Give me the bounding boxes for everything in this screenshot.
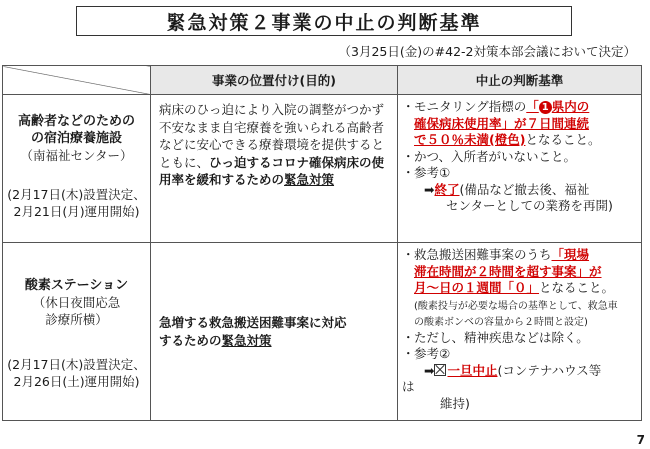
purpose-bold: 急増する救急搬送困難事案に対応	[159, 315, 347, 330]
result-text-3: 維持)	[440, 395, 470, 411]
list-item: ・ モニタリング指標の「 1 県内の 確保病床使用率」が７日間連続 で５０％未満(橙色)となること。	[402, 99, 601, 147]
subtitle: （3月25日(金)の#42-2対策本部会議において決定）	[338, 44, 636, 59]
criteria-note: (酸素投与が必要な場合の基準として、救急車	[414, 300, 618, 312]
criteria-red-2: 確保病床使用率」が７日間連続	[414, 115, 590, 131]
checkbox-x-icon	[434, 364, 446, 376]
reference-label: 参考①	[414, 165, 451, 180]
criteria-red-2: 滞在時間が２時間を超す事案」が	[414, 263, 602, 279]
criteria-note-2: の酸素ボンベの容量から２時間と設定)	[414, 317, 588, 328]
criteria-red: 「現場	[551, 247, 590, 262]
purpose-text: 病床のひっ迫により入院の調整がつかず不安なまま自宅療養を強いられる高齢者などに安心できる療養環境を提供するとともに、	[159, 102, 385, 170]
result-continuation-2	[402, 396, 637, 413]
purpose-emergency: 緊急対策	[221, 332, 272, 348]
list-item: ・ 参考②	[402, 346, 451, 361]
reference-result	[402, 363, 637, 380]
result-text-2: は	[402, 379, 415, 394]
purpose-emergency: 緊急対策	[284, 172, 335, 187]
page-number: 7	[636, 433, 645, 447]
list-item: ・ ただし、精神疾患などは除く。	[402, 329, 589, 345]
facility-name: 酸素ステーション	[24, 278, 129, 293]
reference-label: 参考②	[414, 346, 451, 361]
criteria-red-open: 「	[526, 99, 539, 114]
purpose-cell	[151, 95, 398, 243]
criteria-red: 県内の	[551, 99, 590, 114]
criteria-text-2: となること。	[525, 132, 601, 147]
result-text-2: センターとしての業務を再開)	[446, 198, 613, 213]
criteria-cell	[398, 95, 642, 243]
purpose-bold-2: するための	[159, 332, 222, 348]
result-text: (コンテナハウス等	[497, 362, 602, 378]
corner-cell	[3, 66, 151, 95]
number-1-icon: 1	[539, 101, 552, 114]
arrow-icon: ➡	[424, 181, 435, 197]
criteria-text: 救急搬送困難事案のうち	[414, 247, 552, 262]
result-red: 終了	[434, 181, 460, 197]
criteria-red-3: 月～日の１週間「０」	[414, 280, 540, 295]
criteria-text-3: ただし、精神疾患などは除く。	[414, 329, 589, 345]
header-row	[3, 66, 642, 95]
criteria-red-3: で５０％未満(橙色)	[414, 132, 526, 147]
criteria-table	[2, 65, 642, 421]
purpose-bold: ひっ迫するコロナ確保病床の使用率を緩和するための	[159, 154, 385, 187]
table-row	[3, 243, 642, 421]
criteria-cell	[398, 243, 642, 421]
result-continuation	[402, 379, 637, 396]
criteria-text-2: となること。	[539, 280, 615, 295]
facility-name: 高齢者などのための	[17, 114, 135, 129]
row-name-cell	[3, 243, 151, 421]
facility-location: （南福祉センター）	[20, 148, 133, 163]
list-item: ・ かつ、入所者がいないこと。	[402, 148, 577, 164]
reference-result	[402, 182, 637, 215]
result-red: 一旦中止	[447, 362, 498, 378]
purpose-header: 事業の位置付け(目的)	[151, 66, 398, 95]
result-text: (備品など撤去後、福祉	[459, 181, 590, 197]
row-name-cell	[3, 95, 151, 243]
purpose-cell	[151, 243, 398, 421]
criteria-text: モニタリング指標の	[414, 99, 527, 114]
criteria-text-3: かつ、入所者がいないこと。	[414, 148, 577, 164]
facility-name-2: の宿泊療養施設	[30, 131, 122, 146]
facility-date-1: (2月17日(木)設置決定、	[7, 357, 146, 372]
facility-date-2: 2月21日(月)運用開始)	[13, 204, 140, 219]
facility-location-2: 診療所横）	[45, 312, 108, 327]
criteria-header: 中止の判断基準	[398, 66, 642, 95]
table-row	[3, 95, 642, 243]
list-item: ・ 参考①	[402, 165, 451, 180]
facility-date-2: 2月26日(土)運用開始)	[13, 374, 140, 389]
facility-location: （休日夜間応急	[32, 295, 121, 310]
list-item: ・ 救急搬送困難事案のうち「現場 滞在時間が２時間を超す事案」が 月～日の１週間「０」となること。 (酸素投与が必要な場合の基準として、救急車 の酸素ボンベの容量から２時間と設定)	[402, 247, 618, 328]
page-title: 緊急対策２事業の中止の判断基準	[76, 6, 572, 36]
facility-date-1: (2月17日(木)設置決定、	[7, 187, 146, 202]
arrow-icon: ➡	[424, 362, 435, 378]
